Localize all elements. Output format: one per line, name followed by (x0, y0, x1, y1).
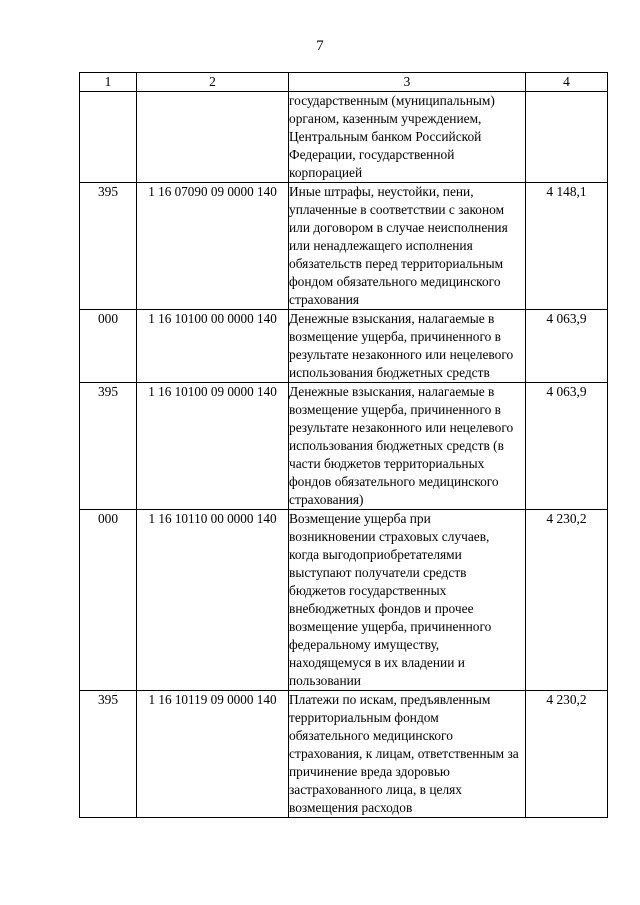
row-kbk-cell: 1 16 10100 00 0000 140 (137, 310, 289, 383)
row-code-cell: 395 (80, 691, 137, 818)
column-header: 4 (526, 73, 608, 92)
row-amount-cell: 4 230,2 (526, 691, 608, 818)
row-description-cell (289, 92, 526, 183)
row-amount-cell: 4 063,9 (526, 383, 608, 510)
column-header: 3 (289, 73, 526, 92)
row-code-cell (80, 92, 137, 183)
row-kbk-cell: 1 16 10100 09 0000 140 (137, 383, 289, 510)
continuation-text: государственным (муниципальным) органом, казенным учреждением, Центральным банком Российской Федерации, государственной корпорацией (289, 93, 495, 180)
table-row (80, 183, 608, 310)
row-description: Платежи по искам, предъявленным территориальным фондом обязательного медицинского страхования, к лицам, ответственным за причинение вреда здоровью застрахованного лица, в целях возмещения расходов (289, 692, 519, 815)
row-code-cell: 395 (80, 183, 137, 310)
row-amount-cell (526, 92, 608, 183)
row-kbk-cell (137, 92, 289, 183)
row-description: Денежные взыскания, налагаемые в возмещение ущерба, причиненного в результате незаконного или нецелевого использования бюджетных средств (в части бюджетов территориальных фондов обязательного медицинского страхования) (289, 384, 514, 507)
row-description-cell (289, 183, 526, 310)
table-header-row (80, 73, 608, 92)
budget-table (79, 72, 608, 818)
page-number: 7 (316, 38, 324, 54)
table-row (80, 691, 608, 818)
row-description: Денежные взыскания, налагаемые в возмещение ущерба, причиненного в результате незаконного или нецелевого использования бюджетных средств (289, 311, 514, 380)
row-code-cell: 000 (80, 510, 137, 691)
row-amount-cell: 4 148,1 (526, 183, 608, 310)
row-kbk-cell: 1 16 07090 09 0000 140 (137, 183, 289, 310)
row-code-cell: 000 (80, 310, 137, 383)
row-code-cell: 395 (80, 383, 137, 510)
row-description: Возмещение ущерба при возникновении страховых случаев, когда выгодоприобретателями выступают получатели средств бюджетов государственных внебюджетных фондов и прочее возмещение ущерба, причиненного федеральному имуществу, находящемуся в их владении и пользовании (289, 511, 492, 688)
column-header: 1 (80, 73, 137, 92)
row-description: Иные штрафы, неустойки, пени, уплаченные в соответствии с законом или договором в случае неисполнения или ненадлежащего исполнения обязательств перед территориальным фондом обязательного медицинского страхования (289, 184, 508, 307)
row-kbk-cell: 1 16 10110 00 0000 140 (137, 510, 289, 691)
table-row (80, 310, 608, 383)
row-description-cell (289, 383, 526, 510)
column-header: 2 (137, 73, 289, 92)
row-description-cell (289, 510, 526, 691)
row-description-cell (289, 691, 526, 818)
row-description-cell (289, 310, 526, 383)
table-row (80, 92, 608, 183)
row-amount-cell: 4 230,2 (526, 510, 608, 691)
row-amount-cell: 4 063,9 (526, 310, 608, 383)
table-row (80, 383, 608, 510)
row-kbk-cell: 1 16 10119 09 0000 140 (137, 691, 289, 818)
table-row (80, 510, 608, 691)
